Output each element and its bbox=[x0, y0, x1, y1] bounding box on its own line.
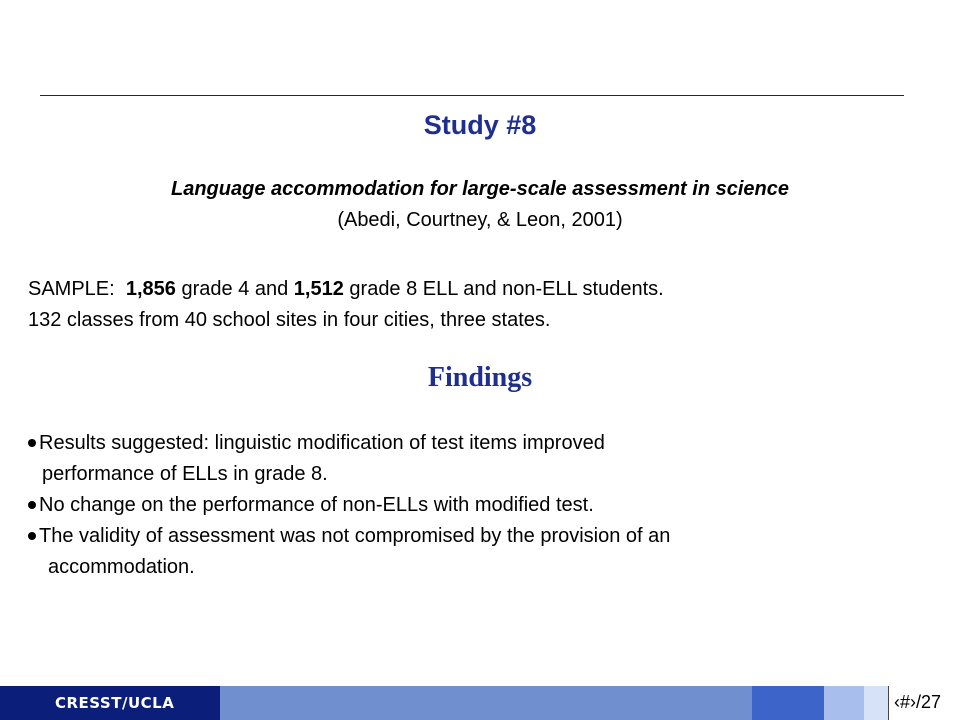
page-number: ‹#›/27 bbox=[894, 692, 942, 712]
sample-text-1: grade 4 and bbox=[181, 278, 289, 300]
footer-segment-blue bbox=[752, 686, 824, 720]
citation-title: Language accommodation for large-scale assessment in science bbox=[170, 178, 789, 200]
finding-line: Results suggested: linguistic modification of test items improved bbox=[39, 432, 605, 454]
footer-segment-light bbox=[824, 686, 864, 720]
sample-count-grade4: 1,856 bbox=[125, 278, 176, 300]
finding-item bbox=[28, 490, 928, 521]
footer-org-label: CRESST/UCLA bbox=[55, 694, 175, 712]
bullet-icon bbox=[28, 439, 36, 447]
findings-heading: Findings bbox=[427, 362, 533, 393]
sample-count-grade8: 1,512 bbox=[293, 278, 344, 300]
bullet-icon bbox=[28, 501, 36, 509]
sample-line-1 bbox=[28, 274, 928, 305]
finding-item-continuation bbox=[28, 459, 928, 490]
finding-line: accommodation. bbox=[48, 556, 195, 578]
sample-text-2: grade 8 ELL and non-ELL students. bbox=[349, 278, 664, 300]
bullet-icon bbox=[28, 532, 36, 540]
footer-segment-lighter bbox=[864, 686, 888, 720]
footer-segment-mid bbox=[220, 686, 752, 720]
finding-item-continuation bbox=[28, 552, 928, 583]
finding-line: No change on the performance of non-ELLs with modified test. bbox=[39, 494, 594, 516]
finding-item bbox=[28, 521, 928, 552]
sample-line-2: 132 classes from 40 school sites in four cities, three states. bbox=[28, 309, 551, 331]
footer-bar bbox=[0, 686, 960, 720]
citation-authors: (Abedi, Courtney, & Leon, 2001) bbox=[337, 209, 623, 231]
finding-line: performance of ELLs in grade 8. bbox=[42, 463, 328, 485]
finding-item bbox=[28, 428, 928, 459]
sample-description bbox=[28, 274, 928, 336]
findings-list bbox=[28, 428, 928, 583]
finding-line: The validity of assessment was not compromised by the provision of an bbox=[39, 525, 671, 547]
sample-label: SAMPLE: bbox=[28, 278, 115, 300]
slide-title: Study #8 bbox=[423, 110, 537, 140]
top-divider bbox=[40, 95, 904, 96]
